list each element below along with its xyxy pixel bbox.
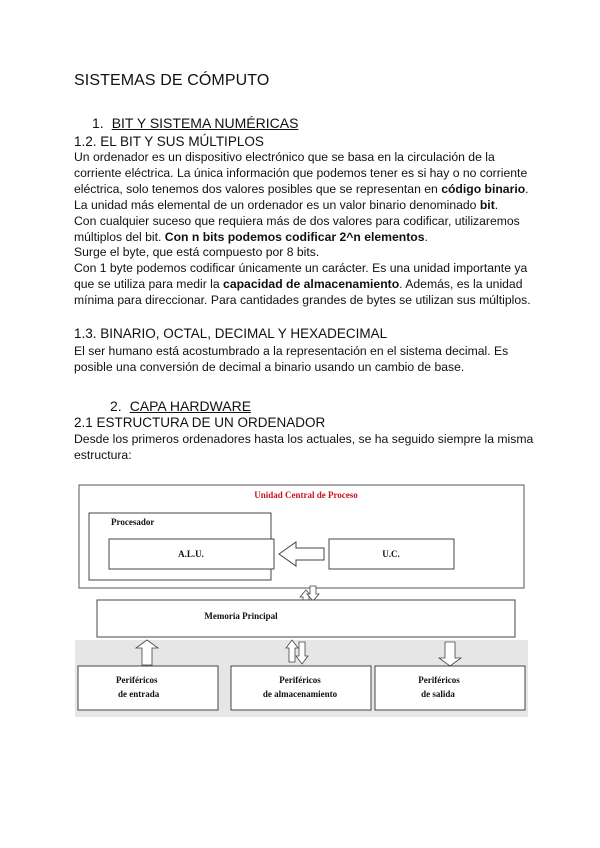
diagram-svg [74, 482, 529, 717]
alu-label: A.L.U. [178, 549, 204, 559]
storage-peripherals-line1: Periféricos [279, 675, 321, 685]
subsection-2-1-heading: 2.1 ESTRUCTURA DE UN ORDENADOR [74, 415, 326, 430]
paragraph: Surge el byte, que está compuesto por 8 bits. [74, 245, 320, 260]
storage-peripherals-box [231, 666, 371, 710]
uc-label: U.C. [382, 549, 400, 559]
cpu-title: Unidad Central de Proceso [254, 490, 358, 500]
subsection-1-2-body [74, 150, 534, 309]
section-1-title: BIT Y SISTEMA NUMÉRICAS [111, 115, 299, 131]
paragraph: La unidad más elemental de un ordenador es un valor binario denominado bit. [74, 197, 499, 212]
input-peripherals-box [78, 666, 218, 710]
subsection-1-3-body [74, 344, 534, 376]
memory-label: Memoria Principal [204, 611, 278, 621]
paragraph: Un ordenador es un dispositivo electrónico que se basa en la circulación de la corriente eléctrica. La única información que podemos tener es si hay o no corriente eléctrica, solo tenemos dos valores posibles que se representan en código binario. [74, 150, 529, 196]
input-peripherals-line2: de entrada [118, 689, 160, 699]
subsection-1-2-heading: 1.2. EL BIT Y SUS MÚLTIPLOS [74, 134, 264, 149]
input-peripherals-line1: Periféricos [116, 675, 158, 685]
output-peripherals-box [375, 666, 525, 710]
output-peripherals-line2: de salida [421, 689, 455, 699]
storage-peripherals-line2: de almacenamiento [262, 689, 338, 699]
section-2-title: CAPA HARDWARE [129, 398, 252, 414]
paragraph: Desde los primeros ordenadores hasta los actuales, se ha seguido siempre la misma estructura: [74, 432, 534, 462]
section-1-number: 1. [92, 115, 104, 131]
subsection-2-1-body [74, 432, 534, 464]
computer-structure-diagram [74, 482, 529, 717]
paragraph: Con 1 byte podemos codificar únicamente un carácter. Es una unidad importante ya que se utiliza para medir la capacidad de almacenamiento. Además, es la unidad mínima para direccionar. Para cantidades grandes de bytes se utilizan sus múltiplos. [74, 261, 531, 308]
memory-box [97, 600, 515, 637]
document-title: SISTEMAS DE CÓMPUTO [74, 72, 270, 89]
section-1-heading [92, 115, 298, 131]
output-peripherals-line1: Periféricos [418, 675, 460, 685]
paragraph: El ser humano está acostumbrado a la representación en el sistema decimal. Es posible una conversión de decimal a binario usando un cambio de base. [74, 344, 509, 374]
subsection-1-3-heading: 1.3. BINARIO, OCTAL, DECIMAL Y HEXADECIMAL [74, 326, 388, 341]
paragraph: Con cualquier suceso que requiera más de dos valores para codificar, utilizaremos múltiplos del bit. Con n bits podemos codificar 2^n elementos. [74, 213, 520, 244]
section-2-number: 2. [110, 398, 122, 414]
processor-label: Procesador [111, 517, 155, 527]
section-2-heading [110, 398, 251, 414]
